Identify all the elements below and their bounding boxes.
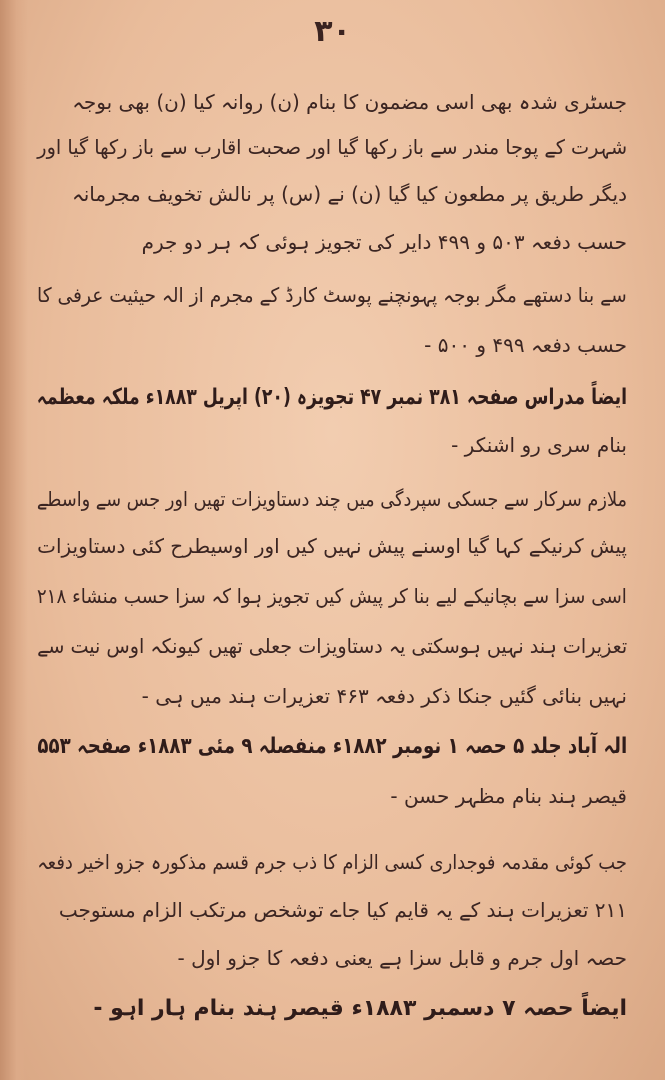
text-line: حصہ اول جرم و قابل سزا ہے یعنی دفعہ کا جزو اول -	[177, 946, 627, 970]
text-line: جسٹری شدہ بھی اسی مضمون کا بنام (ن) روانہ کیا (ن) بھی بوجہ	[72, 90, 627, 114]
text-line: حسب دفعہ ۴۹۹ و ۵۰۰ -	[424, 333, 627, 357]
text-line: اسی سزا سے بچانیکے لیے بنا کر پیش کیں تجویز ہوا کہ سزا حسب منشاء ۲۱۸	[36, 584, 628, 608]
text-line: حسب دفعہ ۵۰۳ و ۴۹۹ دایر کی تجویز ہوئی کہ ہر دو جرم	[141, 230, 627, 254]
citation-line: ایضاً حصہ ۷ دسمبر ۱۸۸۳ء قیصر ہند بنام ہار اہو -	[93, 996, 627, 1021]
text-line: پیش کرنیکے کہا گیا اوسنے پیش نہیں کیں اور اوسیطرح کئی دستاویزات	[37, 534, 627, 558]
text-line: نہیں بنائی گئیں جنکا ذکر دفعہ ۴۶۳ تعزیرات ہند میں ہی -	[141, 684, 627, 708]
text-line: شہرت کے پوجا مندر سے باز رکھا گیا اور صحبت اقارب سے باز رکھا گیا اور	[37, 135, 627, 159]
case-title-line: قیصر ہند بنام مظہر حسن -	[390, 784, 627, 808]
text-line: سے بنا دستھے مگر بوجہ پہونچنے پوسٹ کارڈ کے مجرم از الہ حیثیت عرفی کا	[37, 283, 627, 307]
citation-line: الہ آباد جلد ۵ حصہ ۱ نومبر ۱۸۸۲ء منفصلہ ۹ مئی ۱۸۸۳ء صفحہ ۵۵۳	[37, 734, 627, 759]
citation-line: ایضاً مدراس صفحہ ۳۸۱ نمبر ۴۷ تجویزہ (۲۰) اپریل ۱۸۸۳ء ملکہ معظمہ	[36, 385, 627, 410]
page-number: ۳۰	[314, 14, 351, 49]
text-line: جب کوئی مقدمہ فوجداری کسی الزام کا ذب جرم قسم مذکورہ جزو اخیر دفعہ	[37, 850, 627, 874]
text-line: دیگر طریق پر مطعون کیا گیا (ن) نے (س) پر نالش تخویف مجرمانہ	[71, 182, 627, 206]
text-line: ۲۱۱ تعزیرات ہند کے یہ قایم کیا جاے توشخص مرتکب الزام مستوجب	[58, 898, 627, 922]
text-line: تعزیرات ہند نہیں ہوسکتی یہ دستاویزات جعلی تھیں کیونکہ اوس نیت سے	[36, 634, 627, 658]
case-title-line: بنام سری رو اشنکر -	[451, 433, 627, 457]
text-line: ملازم سرکار سے جسکی سپردگی میں چند دستاویزات تھیں اور جس سے واسطے	[36, 487, 627, 511]
page-fold-shadow	[0, 0, 28, 1080]
